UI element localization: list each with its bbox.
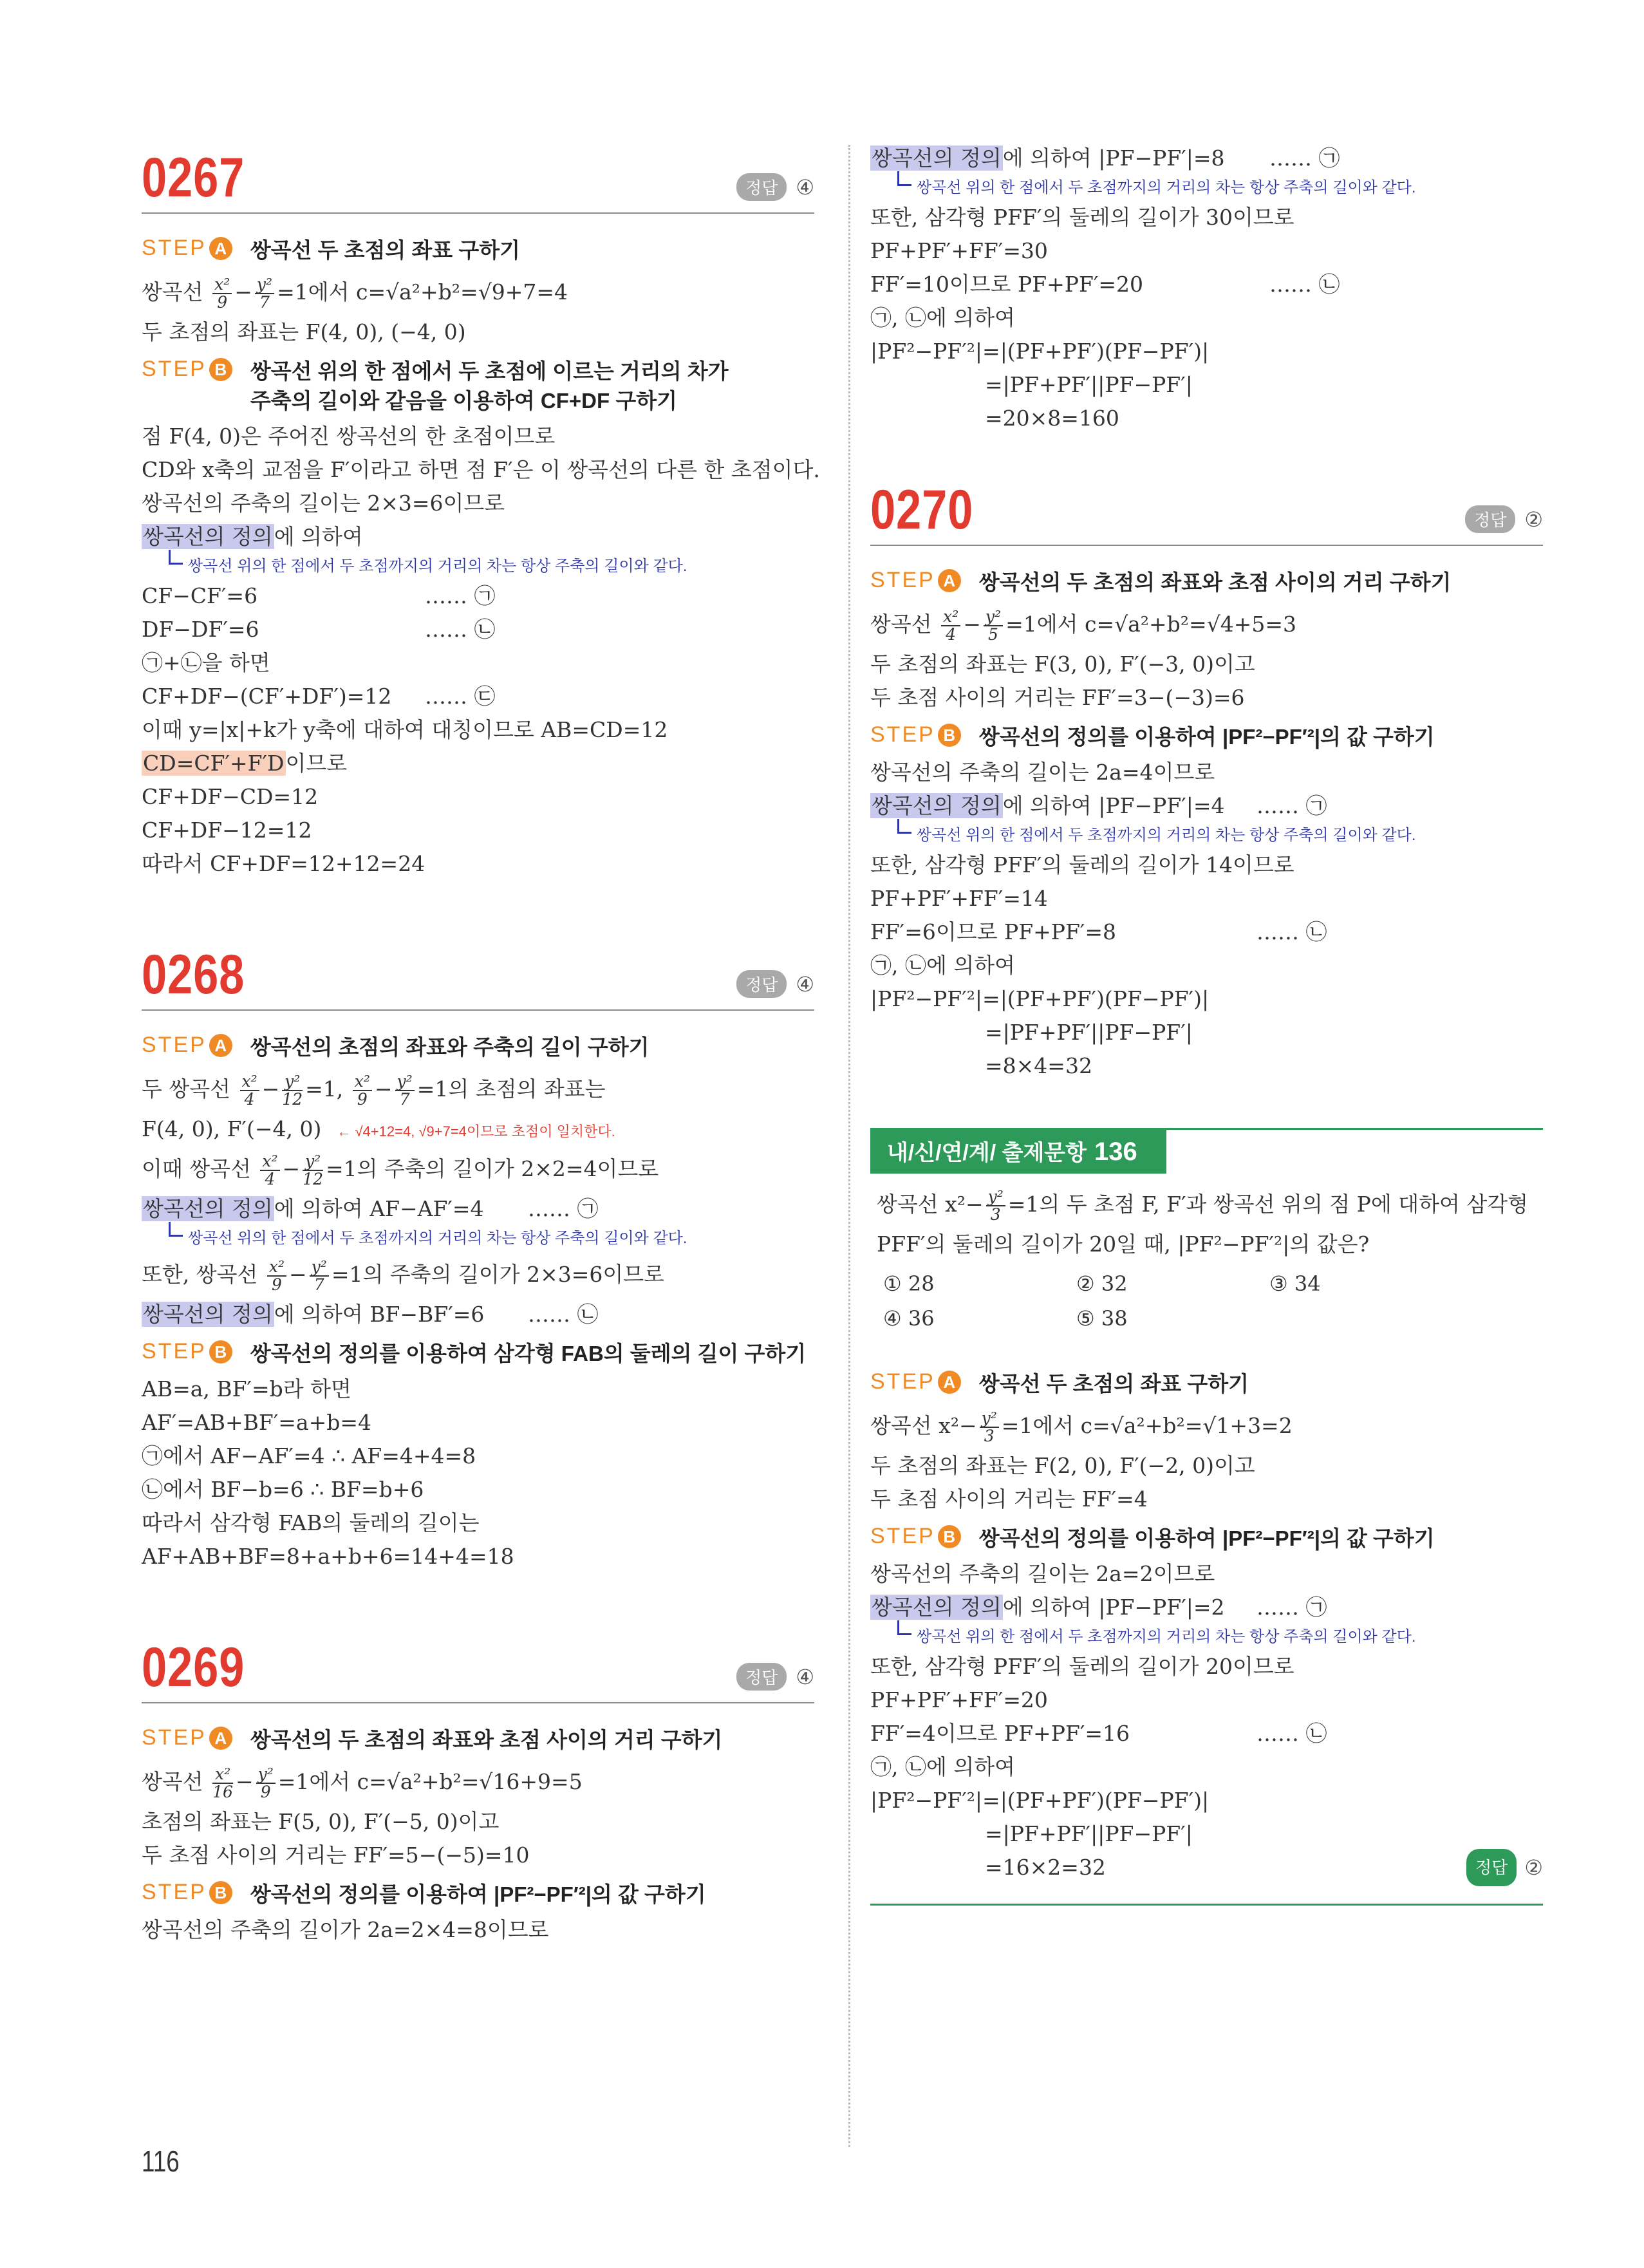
orange-note: ← √4+12=4, √9+7=4이므로 초점이 일치한다.: [337, 1123, 615, 1139]
text-line: ㉠, ㉡에 의하여: [870, 1754, 1015, 1779]
step-title: 쌍곡선의 두 초점의 좌표와 초점 사이의 거리 구하기: [250, 1728, 723, 1752]
text-line: 두 초점 사이의 거리는 FF′=4: [870, 1486, 1148, 1512]
step-title: 쌍곡선의 정의를 이용하여 |PF²−PF′²|의 값 구하기: [978, 1526, 1435, 1550]
text-line: 쌍곡선의 주축의 길이는 2×3=6이므로: [142, 491, 505, 516]
math-line: 쌍곡선의 정의에 의하여 |PF−PF′|=4 …… ㉠: [872, 793, 1327, 818]
math-line: CF+DF−CD=12: [142, 784, 319, 809]
text-line: 두 초점의 좌표는 F(2, 0), F′(−2, 0)이고: [870, 1453, 1255, 1478]
step-label: STEP B: [142, 1339, 232, 1364]
math-line: 쌍곡선 $\frac{\text{x²}}{9}$ − $\frac{\text{y²}}{7}$ =1에서 c=√a²+b²=√9+7=4: [142, 275, 568, 312]
column-divider: [848, 145, 850, 2147]
math-line: =20×8=160: [985, 406, 1119, 431]
text-line: 또한, 삼각형 PFF′의 둘레의 길이가 14이므로: [870, 852, 1294, 877]
step-title: 쌍곡선의 정의를 이용하여 삼각형 FAB의 둘레의 길이 구하기: [250, 1342, 807, 1365]
math-line: 이때 쌍곡선 $\frac{\text{x²}}{4}$ − $\frac{\text{y²}}{12}$ =1의 주축의 길이가 2×2=4이므로: [142, 1152, 659, 1188]
step-title: 쌍곡선의 두 초점의 좌표와 초점 사이의 거리 구하기: [978, 570, 1452, 594]
math-line: ㉠에서 AF−AF′=4 ∴ AF=4+4=8: [142, 1443, 476, 1468]
math-line: PF+PF′+FF′=20: [870, 1687, 1048, 1712]
step-title: 쌍곡선 위의 한 점에서 두 초점에 이르는 거리의 차가 주축의 길이와 같음을 이용하여 CF+DF 구하기: [250, 359, 729, 413]
related-problem-header: [870, 1128, 1543, 1175]
answer-value: ②: [1524, 1855, 1543, 1880]
left-column: [142, 142, 820, 1947]
answer-value: ④: [796, 971, 814, 997]
definition-note: 쌍곡선 위의 한 점에서 두 초점까지의 거리의 차는 항상 주축의 길이와 같다.: [142, 554, 814, 579]
math-line: |PF²−PF′²|=|(PF+PF′)(PF−PF′)|: [870, 986, 1210, 1011]
math-line: =|PF+PF′||PF−PF′|: [985, 372, 1193, 397]
definition-note: 쌍곡선 위의 한 점에서 두 초점까지의 거리의 차는 항상 주축의 길이와 같다.: [870, 823, 1543, 848]
step-title: 쌍곡선의 정의를 이용하여 |PF²−PF′²|의 값 구하기: [250, 1882, 706, 1906]
step-label: STEP B: [142, 357, 232, 382]
step-b: [142, 1880, 814, 1909]
step-a: [870, 1369, 1543, 1399]
step-a: [870, 568, 1543, 597]
answer-badge: 정답: [736, 173, 787, 201]
answer-value: ④: [796, 174, 814, 200]
step-a: [142, 1033, 814, 1062]
math-line: 쌍곡선의 정의에 의하여 |PF−PF′|=8 …… ㉠: [872, 145, 1340, 171]
definition-highlight: 쌍곡선의 정의: [143, 524, 273, 549]
text-line: 쌍곡선의 주축의 길이가 2a=2×4=8이므로: [142, 1917, 549, 1942]
text-line: 쌍곡선의 정의에 의하여: [143, 524, 363, 549]
text-line: ㉠, ㉡에 의하여: [870, 305, 1015, 330]
math-line: ㉡에서 BF−b=6 ∴ BF=b+6: [142, 1477, 424, 1502]
math-line: =|PF+PF′||PF−PF′|: [985, 1020, 1193, 1045]
step-label: STEP A: [870, 1369, 961, 1394]
answer-box: [736, 1663, 814, 1691]
answer-box: [1466, 1851, 1543, 1884]
step-b: [142, 1339, 814, 1369]
problem-number: 0267: [142, 147, 245, 209]
problem-0268-header: [142, 939, 814, 1011]
orange-highlight: CD=CF′+F′D: [143, 751, 285, 776]
text-line: ㉠, ㉡에 의하여: [870, 953, 1015, 978]
related-problem-tag: 내/신/연/계/ 출제문항 136: [870, 1130, 1166, 1174]
step-b: [870, 1524, 1543, 1553]
answer-box: [1465, 505, 1543, 533]
math-line: 쌍곡선의 정의에 의하여 BF−BF′=6 …… ㉡: [143, 1302, 599, 1327]
math-line: CF+DF−12=12: [142, 818, 312, 843]
math-line: =|PF+PF′||PF−PF′|: [985, 1821, 1193, 1846]
problem-0267-header: [142, 142, 814, 214]
step-a: [142, 236, 814, 265]
definition-note: 쌍곡선 위의 한 점에서 두 초점까지의 거리의 차는 항상 주축의 길이와 같다.: [142, 1226, 814, 1251]
answer-box: [736, 173, 814, 201]
step-label: STEP B: [870, 722, 961, 747]
page-number: 116: [142, 2144, 180, 2178]
math-line: 또한, 쌍곡선 $\frac{\text{x²}}{9}$ − $\frac{\text{y²}}{7}$ =1의 주축의 길이가 2×3=6이므로: [142, 1257, 664, 1294]
text-line: 쌍곡선의 주축의 길이는 2a=2이므로: [870, 1561, 1215, 1586]
text-line: 점 F(4, 0)은 주어진 쌍곡선의 한 초점이므로: [142, 424, 556, 449]
text-line: ㉠+㉡을 하면: [142, 650, 270, 675]
choice: ① 28: [883, 1271, 935, 1296]
problem-number: 0269: [142, 1636, 245, 1698]
problem-0269-header: [142, 1631, 814, 1703]
answer-badge: 정답: [1465, 505, 1515, 533]
math-line: PF+PF′+FF′=30: [870, 238, 1048, 263]
math-line: =8×4=32: [985, 1053, 1092, 1078]
step-b: [870, 722, 1543, 752]
text-line: 초점의 좌표는 F(5, 0), F′(−5, 0)이고: [142, 1809, 500, 1834]
problem-number: 0270: [870, 479, 974, 541]
step-title: 쌍곡선의 초점의 좌표와 주축의 길이 구하기: [250, 1035, 649, 1059]
math-line: 두 쌍곡선 $\frac{\text{x²}}{4}$ − $\frac{\text{y²}}{12}$ =1, $\frac{\text{x²}}{9}$ − $\frac{\text{y²}}{7}$ =1의 초점의 좌표는: [142, 1072, 606, 1109]
math-line: FF′=6이므로 PF+PF′=8 …… ㉡: [870, 919, 1327, 944]
math-line: 쌍곡선의 정의에 의하여 AF−AF′=4 …… ㉠: [143, 1196, 599, 1221]
right-column: [870, 142, 1543, 1906]
choice: ② 32: [1076, 1271, 1128, 1296]
math-line: F(4, 0), F′(−4, 0) ← √4+12=4, √9+7=4이므로 초점이 일치한다.: [142, 1116, 615, 1141]
math-line: AF+AB+BF=8+a+b+6=14+4=18: [142, 1544, 514, 1569]
definition-note: 쌍곡선 위의 한 점에서 두 초점까지의 거리의 차는 항상 주축의 길이와 같다.: [870, 175, 1543, 201]
answer-badge: 정답: [736, 1663, 787, 1691]
step-label: STEP A: [142, 1033, 232, 1058]
text-line: 이때 y=|x|+k가 y축에 대하여 대칭이므로 AB=CD=12: [142, 717, 668, 742]
text-line: 쌍곡선의 주축의 길이는 2a=4이므로: [870, 760, 1215, 785]
text-line: 두 초점 사이의 거리는 FF′=5−(−5)=10: [142, 1842, 530, 1868]
answer-value: ④: [796, 1664, 814, 1689]
step-label: STEP B: [142, 1880, 232, 1905]
answer-badge: 정답: [1466, 1849, 1517, 1886]
math-line: 쌍곡선 $\frac{\text{x²}}{4}$ − $\frac{\text{y²}}{5}$ =1에서 c=√a²+b²=√4+5=3: [870, 607, 1297, 644]
math-line: FF′=10이므로 PF+PF′=20 …… ㉡: [870, 272, 1340, 297]
math-line: AB=a, BF′=b라 하면: [142, 1376, 351, 1401]
text-line: 또한, 삼각형 PFF′의 둘레의 길이가 20이므로: [870, 1654, 1294, 1679]
text-line: CD=CF′+F′D이므로: [143, 751, 348, 776]
math-line: CF−CF′=6 …… ㉠: [142, 583, 496, 608]
answer-badge: 정답: [736, 970, 787, 998]
step-b: [142, 357, 814, 416]
problem-0270-header: [870, 474, 1543, 546]
choice: ③ 34: [1269, 1271, 1321, 1296]
math-line: 쌍곡선 x²− $\frac{\text{y²}}{3}$ =1에서 c=√a²+b²=√1+3=2: [870, 1409, 1293, 1445]
step-title: 쌍곡선의 정의를 이용하여 |PF²−PF′²|의 값 구하기: [978, 725, 1435, 749]
math-line: 쌍곡선 $\frac{\text{x²}}{16}$ − $\frac{\text{y²}}{9}$ =1에서 c=√a²+b²=√16+9=5: [142, 1765, 583, 1801]
text-line: 따라서 삼각형 FAB의 둘레의 길이는: [142, 1510, 480, 1535]
problem-number: 0268: [142, 944, 245, 1006]
math-line: FF′=4이므로 PF+PF′=16 …… ㉡: [870, 1721, 1327, 1746]
answer-choices: [870, 1266, 1543, 1336]
answer-box: [736, 970, 814, 998]
text-line: CD와 x축의 교점을 F′이라고 하면 점 F′은 이 쌍곡선의 다른 한 초점이다.: [142, 457, 820, 482]
math-line: =16×2=32 정답 ②: [870, 1851, 1543, 1884]
step-label: STEP B: [870, 1524, 961, 1549]
box-bottom-rule: [870, 1891, 1543, 1906]
step-title: 쌍곡선 두 초점의 좌표 구하기: [250, 238, 521, 262]
definition-note: 쌍곡선 위의 한 점에서 두 초점까지의 거리의 차는 항상 주축의 길이와 같다.: [870, 1624, 1543, 1650]
math-line: CF+DF−(CF′+DF′)=12 …… ㉢: [142, 684, 496, 709]
math-line: |PF²−PF′²|=|(PF+PF′)(PF−PF′)|: [870, 339, 1210, 364]
step-label: STEP A: [142, 1725, 232, 1750]
choice: ⑤ 38: [1076, 1306, 1128, 1331]
step-title: 쌍곡선 두 초점의 좌표 구하기: [978, 1372, 1249, 1396]
answer-value: ②: [1524, 507, 1543, 532]
step-label: STEP A: [870, 568, 961, 593]
math-line: DF−DF′=6 …… ㉡: [142, 617, 496, 642]
question-line: 쌍곡선 x²− $\frac{\text{y²}}{3}$ =1의 두 초점 F, F′과 쌍곡선 위의 점 P에 대하여 삼각형: [877, 1187, 1528, 1224]
math-line: 따라서 CF+DF=12+12=24: [142, 851, 425, 876]
text-line: 두 초점 사이의 거리는 FF′=3−(−3)=6: [870, 685, 1245, 710]
text-line: 두 초점의 좌표는 F(4, 0), (−4, 0): [142, 319, 466, 344]
step-a: [142, 1725, 814, 1755]
question-line: PFF′의 둘레의 길이가 20일 때, |PF²−PF′²|의 값은?: [877, 1232, 1370, 1257]
text-line: 두 초점의 좌표는 F(3, 0), F′(−3, 0)이고: [870, 651, 1255, 677]
math-line: 쌍곡선의 정의에 의하여 |PF−PF′|=2 …… ㉠: [872, 1595, 1327, 1620]
math-line: PF+PF′+FF′=14: [870, 886, 1048, 911]
math-line: |PF²−PF′²|=|(PF+PF′)(PF−PF′)|: [870, 1788, 1210, 1813]
step-label: STEP A: [142, 236, 232, 261]
math-line: AF′=AB+BF′=a+b=4: [142, 1410, 371, 1435]
text-line: 또한, 삼각형 PFF′의 둘레의 길이가 30이므로: [870, 205, 1294, 230]
choice: ④ 36: [883, 1306, 935, 1331]
